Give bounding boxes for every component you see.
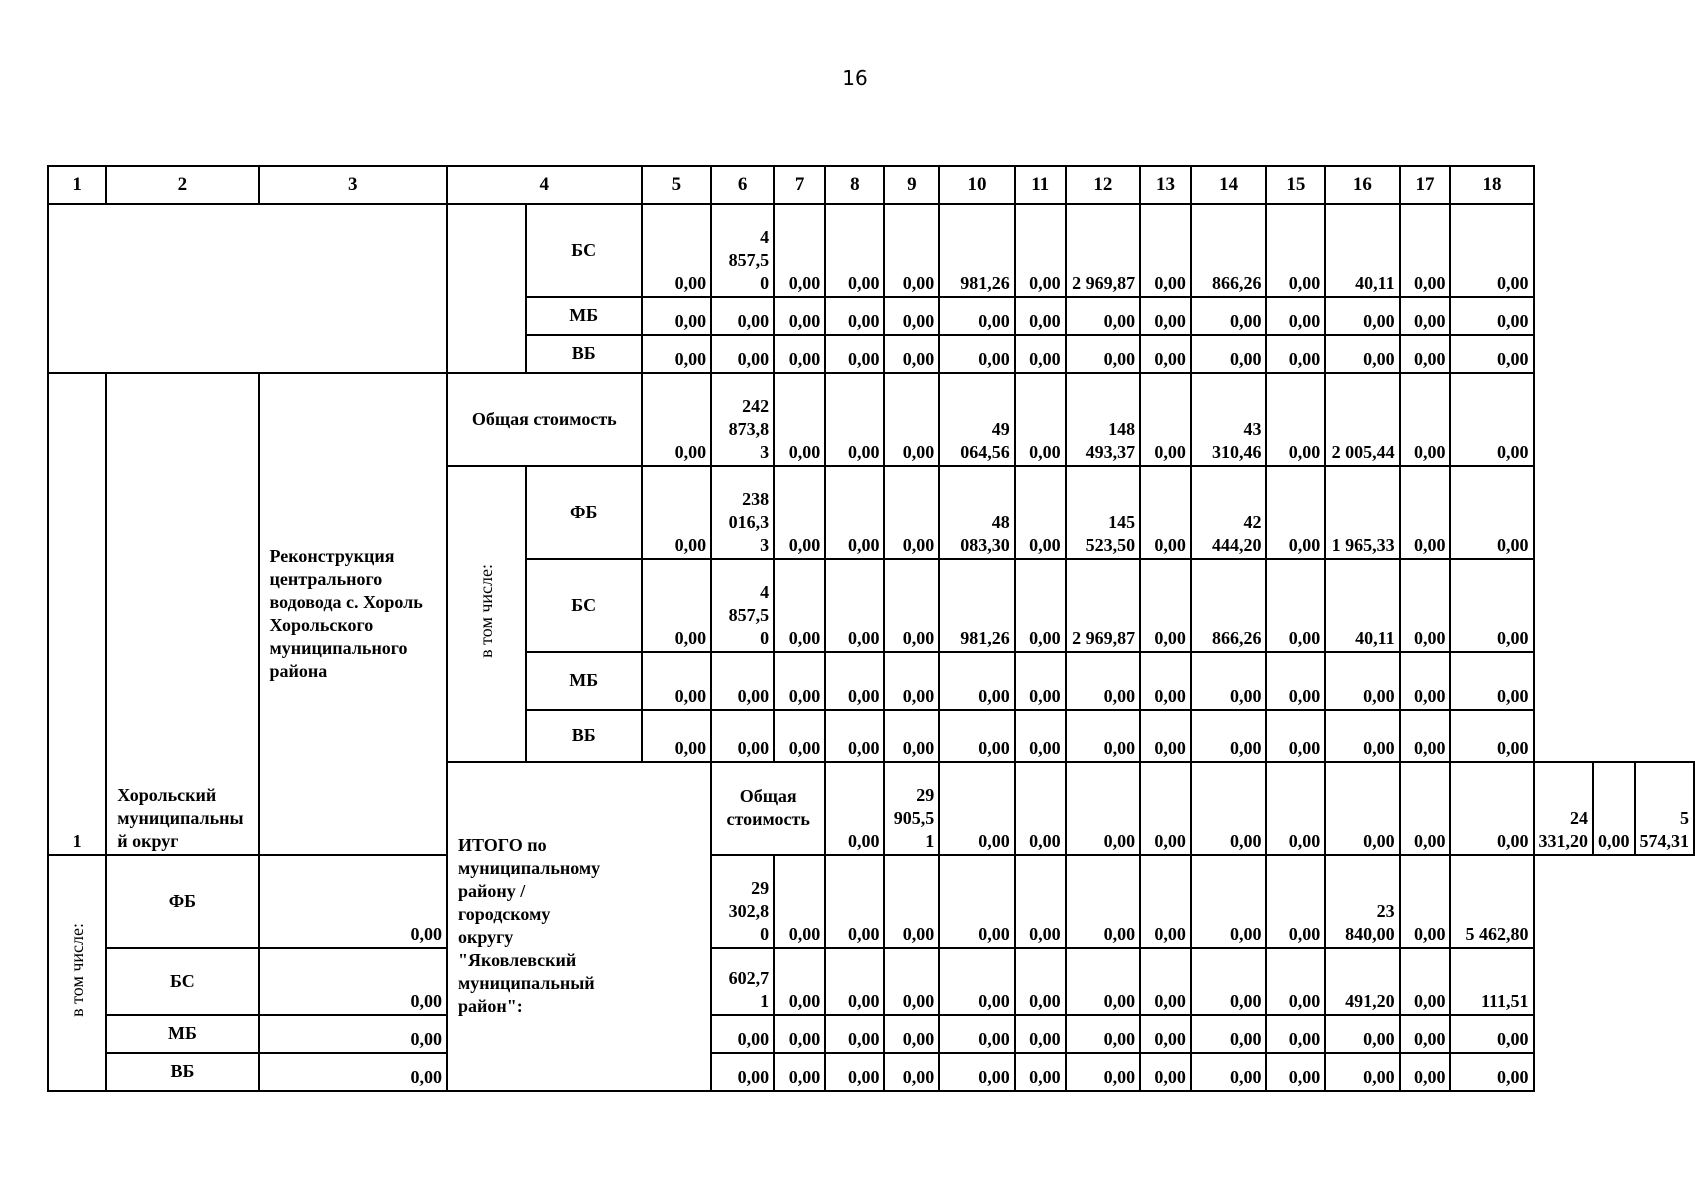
- value-cell: 0,00: [939, 948, 1015, 1015]
- value-cell: 0,00: [1400, 948, 1451, 1015]
- col-header: 6: [711, 166, 774, 204]
- value-cell: 4 857,5 0: [711, 559, 774, 652]
- value-cell: 0,00: [1325, 762, 1399, 855]
- value-cell: 0,00: [1450, 559, 1533, 652]
- value-cell: 0,00: [1266, 948, 1325, 1015]
- value-cell: 0,00: [1400, 373, 1451, 466]
- value-cell: 0,00: [825, 373, 884, 466]
- table-row: [48, 1015, 1694, 1053]
- row-label-bs: БС: [526, 559, 642, 652]
- col-header: 14: [1191, 166, 1267, 204]
- value-cell: 866,26: [1191, 204, 1267, 297]
- value-cell: 0,00: [1400, 204, 1451, 297]
- value-cell: 0,00: [259, 855, 447, 948]
- value-cell: 0,00: [825, 297, 884, 335]
- value-cell: 491,20: [1325, 948, 1399, 1015]
- value-cell: 0,00: [939, 1015, 1015, 1053]
- value-cell: 0,00: [774, 652, 825, 710]
- value-cell: 0,00: [825, 1053, 884, 1091]
- row-label-vb: ВБ: [526, 335, 642, 373]
- value-cell: 0,00: [1191, 1015, 1267, 1053]
- value-cell: 0,00: [939, 1053, 1015, 1091]
- header-row: [48, 166, 1694, 204]
- value-cell: 0,00: [1066, 335, 1140, 373]
- row-label-vb: ВБ: [106, 1053, 258, 1091]
- value-cell: 0,00: [1066, 297, 1140, 335]
- row-label-total: Общая стоимость: [711, 762, 825, 855]
- value-cell: 0,00: [939, 335, 1015, 373]
- row-label-vb: ВБ: [526, 710, 642, 762]
- value-cell: 0,00: [939, 855, 1015, 948]
- value-cell: 2 969,87: [1066, 204, 1140, 297]
- value-cell: 0,00: [1191, 762, 1267, 855]
- table-row: [48, 204, 1694, 297]
- value-cell: 0,00: [774, 1015, 825, 1053]
- value-cell: 0,00: [1015, 948, 1066, 1015]
- value-cell: 0,00: [825, 652, 884, 710]
- value-cell: 0,00: [1066, 948, 1140, 1015]
- value-cell: 0,00: [1400, 762, 1451, 855]
- value-cell: 0,00: [1325, 1053, 1399, 1091]
- value-cell: 0,00: [1400, 710, 1451, 762]
- value-cell: 0,00: [774, 335, 825, 373]
- col-header: 18: [1450, 166, 1533, 204]
- value-cell: 0,00: [1450, 297, 1533, 335]
- col-header: 16: [1325, 166, 1399, 204]
- value-cell: 0,00: [642, 297, 712, 335]
- value-cell: 0,00: [1191, 1053, 1267, 1091]
- value-cell: 0,00: [1140, 948, 1191, 1015]
- value-cell: 0,00: [884, 1015, 939, 1053]
- value-cell: 0,00: [1450, 1015, 1533, 1053]
- value-cell: 0,00: [259, 948, 447, 1015]
- value-cell: 0,00: [1450, 1053, 1533, 1091]
- value-cell: 0,00: [1191, 948, 1267, 1015]
- row-label-mb: МБ: [526, 652, 642, 710]
- value-cell: 0,00: [1015, 204, 1066, 297]
- value-cell: 0,00: [1325, 297, 1399, 335]
- value-cell: 23 840,00: [1325, 855, 1399, 948]
- value-cell: 0,00: [1140, 297, 1191, 335]
- value-cell: 0,00: [642, 335, 712, 373]
- col-header: 11: [1015, 166, 1066, 204]
- district-name: Хорольский муниципальны й округ: [106, 373, 258, 855]
- value-cell: 0,00: [1015, 335, 1066, 373]
- value-cell: 981,26: [939, 204, 1015, 297]
- value-cell: 0,00: [1400, 466, 1451, 559]
- value-cell: 1 965,33: [1325, 466, 1399, 559]
- value-cell: 0,00: [1191, 652, 1267, 710]
- table-row: [48, 1053, 1694, 1091]
- value-cell: 0,00: [642, 710, 712, 762]
- object-name: Реконструкция центрального водовода с. Хороль Хорольского муниципального района: [259, 373, 447, 855]
- value-cell: 238 016,3 3: [711, 466, 774, 559]
- value-cell: 0,00: [1066, 710, 1140, 762]
- col-header: 15: [1266, 166, 1325, 204]
- value-cell: 0,00: [1266, 710, 1325, 762]
- including-label-cell: [447, 466, 526, 762]
- value-cell: 0,00: [1015, 373, 1066, 466]
- value-cell: 0,00: [259, 1053, 447, 1091]
- value-cell: 0,00: [939, 652, 1015, 710]
- including-label: в том числе:: [66, 922, 87, 1017]
- col-header: 8: [825, 166, 884, 204]
- value-cell: 0,00: [825, 1015, 884, 1053]
- value-cell: 0,00: [825, 762, 884, 855]
- value-cell: 4 857,5 0: [711, 204, 774, 297]
- empty-cell: [48, 204, 447, 373]
- value-cell: 0,00: [642, 559, 712, 652]
- value-cell: 0,00: [1266, 1015, 1325, 1053]
- value-cell: 0,00: [1140, 652, 1191, 710]
- value-cell: 0,00: [884, 1053, 939, 1091]
- value-cell: 0,00: [1325, 652, 1399, 710]
- value-cell: 0,00: [1015, 559, 1066, 652]
- page-number: 16: [842, 66, 868, 90]
- value-cell: 0,00: [884, 373, 939, 466]
- value-cell: 0,00: [884, 335, 939, 373]
- value-cell: 0,00: [1191, 710, 1267, 762]
- value-cell: 0,00: [825, 855, 884, 948]
- row-label-bs: БС: [106, 948, 258, 1015]
- value-cell: 49 064,56: [939, 373, 1015, 466]
- value-cell: 40,11: [1325, 559, 1399, 652]
- including-label-cell: [48, 855, 106, 1091]
- value-cell: 0,00: [1140, 559, 1191, 652]
- value-cell: 0,00: [884, 466, 939, 559]
- col-header: 17: [1400, 166, 1451, 204]
- value-cell: 0,00: [711, 1015, 774, 1053]
- col-header: 7: [774, 166, 825, 204]
- value-cell: 0,00: [1400, 559, 1451, 652]
- value-cell: 0,00: [1450, 652, 1533, 710]
- value-cell: 0,00: [825, 335, 884, 373]
- value-cell: 148 493,37: [1066, 373, 1140, 466]
- value-cell: 0,00: [939, 762, 1015, 855]
- value-cell: 0,00: [1450, 335, 1533, 373]
- value-cell: 0,00: [825, 466, 884, 559]
- value-cell: 0,00: [1066, 652, 1140, 710]
- value-cell: 40,11: [1325, 204, 1399, 297]
- value-cell: 0,00: [1266, 1053, 1325, 1091]
- value-cell: 0,00: [1450, 204, 1533, 297]
- value-cell: 0,00: [642, 466, 712, 559]
- value-cell: 0,00: [825, 559, 884, 652]
- value-cell: 43 310,46: [1191, 373, 1267, 466]
- value-cell: 0,00: [1066, 1015, 1140, 1053]
- value-cell: 0,00: [1266, 204, 1325, 297]
- value-cell: 0,00: [1191, 855, 1267, 948]
- col-header: 5: [642, 166, 712, 204]
- value-cell: 0,00: [825, 710, 884, 762]
- value-cell: 0,00: [774, 466, 825, 559]
- value-cell: 0,00: [1015, 1015, 1066, 1053]
- row-label-mb: МБ: [526, 297, 642, 335]
- value-cell: 0,00: [1140, 1015, 1191, 1053]
- col-header: 9: [884, 166, 939, 204]
- value-cell: 0,00: [642, 373, 712, 466]
- value-cell: 0,00: [884, 204, 939, 297]
- value-cell: 0,00: [825, 204, 884, 297]
- value-cell: 0,00: [825, 948, 884, 1015]
- value-cell: 0,00: [1266, 855, 1325, 948]
- value-cell: 0,00: [1325, 335, 1399, 373]
- value-cell: 0,00: [1015, 297, 1066, 335]
- value-cell: 0,00: [1400, 1053, 1451, 1091]
- row-label-bs: БС: [526, 204, 642, 297]
- value-cell: 0,00: [1400, 652, 1451, 710]
- value-cell: 0,00: [1266, 652, 1325, 710]
- col-header: 10: [939, 166, 1015, 204]
- value-cell: 2 005,44: [1325, 373, 1399, 466]
- value-cell: 0,00: [642, 652, 712, 710]
- value-cell: 0,00: [774, 1053, 825, 1091]
- value-cell: 0,00: [1140, 335, 1191, 373]
- value-cell: 42 444,20: [1191, 466, 1267, 559]
- value-cell: 0,00: [1266, 373, 1325, 466]
- table-row: [48, 948, 1694, 1015]
- value-cell: 602,7 1: [711, 948, 774, 1015]
- value-cell: 0,00: [1191, 335, 1267, 373]
- value-cell: 0,00: [1140, 710, 1191, 762]
- value-cell: 0,00: [1015, 710, 1066, 762]
- value-cell: 0,00: [884, 297, 939, 335]
- value-cell: 0,00: [1140, 373, 1191, 466]
- value-cell: 0,00: [1593, 762, 1635, 855]
- value-cell: 111,51: [1450, 948, 1533, 1015]
- value-cell: 0,00: [939, 297, 1015, 335]
- value-cell: 0,00: [711, 710, 774, 762]
- value-cell: 0,00: [884, 948, 939, 1015]
- empty-cell: [447, 204, 526, 373]
- value-cell: 0,00: [1266, 335, 1325, 373]
- value-cell: 0,00: [1140, 466, 1191, 559]
- value-cell: 0,00: [1140, 204, 1191, 297]
- row-label-total: Общая стоимость: [447, 373, 642, 466]
- value-cell: 2 969,87: [1066, 559, 1140, 652]
- value-cell: 5 462,80: [1450, 855, 1533, 948]
- value-cell: 0,00: [1450, 762, 1533, 855]
- row-label-mb: МБ: [106, 1015, 258, 1053]
- value-cell: 5 574,31: [1635, 762, 1695, 855]
- value-cell: 0,00: [774, 710, 825, 762]
- value-cell: 0,00: [1066, 762, 1140, 855]
- value-cell: 0,00: [1140, 762, 1191, 855]
- col-header: 12: [1066, 166, 1140, 204]
- total-title: ИТОГО по муниципальному району / городскому округу "Яковлевский муниципальный район":: [447, 762, 711, 1091]
- value-cell: 0,00: [774, 373, 825, 466]
- value-cell: 0,00: [259, 1015, 447, 1053]
- value-cell: 866,26: [1191, 559, 1267, 652]
- col-header: 1: [48, 166, 106, 204]
- value-cell: 0,00: [1066, 855, 1140, 948]
- value-cell: 0,00: [884, 710, 939, 762]
- value-cell: 0,00: [939, 710, 1015, 762]
- value-cell: 0,00: [1400, 855, 1451, 948]
- value-cell: 0,00: [642, 204, 712, 297]
- budget-table: [47, 165, 1695, 1092]
- value-cell: 0,00: [774, 297, 825, 335]
- value-cell: 0,00: [1400, 297, 1451, 335]
- value-cell: 0,00: [1450, 466, 1533, 559]
- value-cell: 0,00: [1066, 1053, 1140, 1091]
- col-header: 13: [1140, 166, 1191, 204]
- value-cell: 29 302,8 0: [711, 855, 774, 948]
- value-cell: 0,00: [1015, 762, 1066, 855]
- including-label: в том числе:: [475, 563, 496, 658]
- value-cell: 0,00: [1266, 466, 1325, 559]
- value-cell: 24 331,20: [1534, 762, 1594, 855]
- value-cell: 0,00: [774, 559, 825, 652]
- value-cell: 29 905,5 1: [884, 762, 939, 855]
- value-cell: 0,00: [1400, 335, 1451, 373]
- value-cell: 0,00: [1266, 559, 1325, 652]
- value-cell: 0,00: [1325, 1015, 1399, 1053]
- row-number: 1: [48, 373, 106, 855]
- value-cell: 0,00: [884, 855, 939, 948]
- row-label-fb: ФБ: [106, 855, 258, 948]
- value-cell: 0,00: [1015, 1053, 1066, 1091]
- value-cell: 0,00: [711, 335, 774, 373]
- value-cell: 0,00: [711, 1053, 774, 1091]
- value-cell: 0,00: [1191, 297, 1267, 335]
- col-header: 4: [447, 166, 642, 204]
- value-cell: 0,00: [774, 855, 825, 948]
- value-cell: 48 083,30: [939, 466, 1015, 559]
- value-cell: 242 873,8 3: [711, 373, 774, 466]
- table-row: [48, 855, 1694, 948]
- value-cell: 0,00: [1450, 710, 1533, 762]
- value-cell: 145 523,50: [1066, 466, 1140, 559]
- table-row: [48, 373, 1694, 466]
- col-header: 2: [106, 166, 258, 204]
- value-cell: 0,00: [1450, 373, 1533, 466]
- value-cell: 0,00: [1400, 1015, 1451, 1053]
- value-cell: 0,00: [1015, 855, 1066, 948]
- value-cell: 0,00: [1015, 652, 1066, 710]
- value-cell: 0,00: [711, 297, 774, 335]
- value-cell: 0,00: [1325, 710, 1399, 762]
- value-cell: 0,00: [884, 652, 939, 710]
- value-cell: 0,00: [884, 559, 939, 652]
- value-cell: 981,26: [939, 559, 1015, 652]
- value-cell: 0,00: [1266, 297, 1325, 335]
- value-cell: 0,00: [1140, 855, 1191, 948]
- value-cell: 0,00: [1140, 1053, 1191, 1091]
- value-cell: 0,00: [711, 652, 774, 710]
- row-label-fb: ФБ: [526, 466, 642, 559]
- value-cell: 0,00: [774, 948, 825, 1015]
- value-cell: 0,00: [1266, 762, 1325, 855]
- col-header: 3: [259, 166, 447, 204]
- value-cell: 0,00: [774, 204, 825, 297]
- value-cell: 0,00: [1015, 466, 1066, 559]
